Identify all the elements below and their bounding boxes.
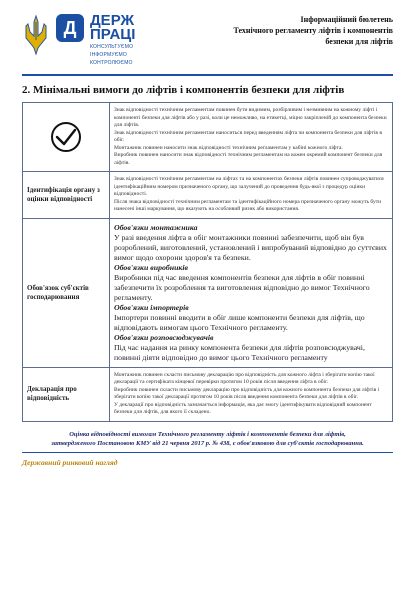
brand-title-line1: ДЕРЖ [90, 12, 135, 29]
obligations-manufacturer-text: Виробники під час введення компонентів безпеки для ліфтів в обіг повинні забезпечити їх розроблення та виготовлення відповідно до вимог Технічного регламенту. [114, 272, 370, 302]
section-title: 2. Мінімальні вимоги до ліфтів і компонентів безпеки для ліфтів [22, 84, 345, 96]
footer-brand: Державний ринковий нагляд [22, 457, 118, 467]
brand-sub-line3: КОНТРОЛЮЄМО [90, 60, 133, 66]
row3-label: Обов'язок суб'єктів господарювання [27, 283, 89, 301]
brand-sub-line1: КОНСУЛЬТУЄМО [90, 44, 134, 50]
footer-rule [22, 452, 393, 453]
conformity-mark-wrap [27, 115, 105, 159]
bulletin-line3: безпеки для ліфтів [325, 37, 393, 46]
row4-text-cell [110, 367, 393, 421]
obligations-distributor-heading: Обов'язки розповсюджувачів [114, 332, 214, 342]
brand-sub-line2: ІНФОРМУЄМО [90, 52, 127, 58]
table-row [23, 103, 393, 172]
row2-label-cell [23, 172, 110, 219]
row2-p2: Після знака відповідності технічним регламентам та ідентифікаційного номера призначеного органу можуть бути нанесені інші маркування, що вказують на особливий ризик або використання. [114, 198, 382, 212]
row3-label-cell [23, 218, 110, 367]
row2-text-cell [110, 172, 393, 219]
conformity-mark-cell [23, 103, 110, 172]
row4-p3: У декларації про відповідність зазначається інформація, яка дає змогу ідентифікувати відповідний компонент безпеки для ліфтів, для якого її складено. [114, 401, 372, 415]
table-row [23, 367, 393, 421]
table-row [23, 172, 393, 219]
obligations-manufacturer-heading: Обов'язки виробників [114, 262, 189, 272]
row1-p4: Виробник повинен наносити знак відповідності технічним регламентам на кожен окремий компонент безпеки для ліфтів. [114, 152, 383, 166]
conformity-mark-icon [44, 115, 88, 159]
obligations-distributor-text: Під час надання на ринку компонента безпеки для ліфтів розповсюджувачі, повинні діяти відповідно до вимог цього Технічного регламенту [114, 342, 365, 362]
row2-label: Ідентифікація органу з оцінки відповідності [27, 185, 100, 203]
footer-note-line1: Оцінка відповідності вимогам Технічного регламенту ліфтів і компонентів безпеки для ліфтів, [69, 430, 346, 438]
logo-box [56, 14, 84, 42]
row1-p3: Монтажник повинен наносити знак відповідності технічним регламентам у кабіні кожного ліфта. [114, 144, 343, 151]
obligations-importer-text: Імпортери повинні вводити в обіг лише компоненти безпеки для ліфтів, що відповідають вимогам цього Технічного регламенту. [114, 312, 365, 332]
header [22, 14, 393, 66]
bulletin-line2: Технічного регламенту ліфтів і компонентів [233, 26, 393, 35]
footer-note-line2: затвердженого Постановою КМУ від 21 червня 2017 р. № 438, є обов'язковою для суб'єктів господарювання. [51, 439, 364, 447]
header-rule [22, 74, 393, 76]
mark-text-cell [110, 103, 393, 172]
bulletin-line1: Інформаційний бюлетень [300, 15, 393, 24]
row1-p2: Знак відповідності технічним регламентам наноситься перед введенням ліфта чи компонента безпеки для ліфтів в обіг. [114, 129, 382, 143]
obligations-installer-text: У разі введення ліфта в обіг монтажники повинні забезпечити, щоб він був розроблений, виготовлений, установлений і випробуваний відповідно до суттєвих вимог щодо охорони здоров'я та безпеки. [114, 232, 387, 262]
brand-title-line2: ПРАЦІ [90, 26, 136, 43]
row2-p1: Знак відповідності технічним регламентам на ліфтах та на компонентах безпеки ліфтів повинен супроводжуватися ідентифікаційним номером призначеного органу, що залучений до проведення будь-якої з процедур оцінки відповідності. [114, 176, 384, 197]
row4-p1: Монтажник повинен скласти письмову декларацію про відповідність для кожного ліфта і зберігати копію такої декларації та сертифіката кінцевої перевірки протягом 10 років після введення ліфта в обіг. [114, 371, 375, 385]
row4-p2: Виробник повинен скласти письмову декларацію про відповідність для кожного компонента безпеки для ліфтів і зберігати копію такої декларації протягом 10 років після введення компонента безпеки для ліфтів в обіг. [114, 386, 380, 400]
brand [22, 14, 135, 66]
row3-text-cell [110, 218, 393, 367]
brand-text [90, 14, 135, 66]
bulletin-title [203, 14, 393, 47]
row4-label: Декларація про відповідність [27, 385, 77, 402]
obligations-importer-heading: Обов'язки імпортерів [114, 302, 189, 312]
table-row [23, 218, 393, 367]
requirements-table [22, 102, 393, 422]
row1-p1: Знак відповідності технічним регламентам повинен бути видимим, розбірливим і незмивним на кожному ліфті і компоненті безпеки для ліфтів або у разі, коли це неможливо, на етикетці, міцно закріпленій до компонента безпеки для ліфтів. [114, 107, 387, 128]
trident-icon [22, 14, 50, 56]
row4-label-cell [23, 367, 110, 421]
logo-letter: Д [63, 18, 77, 38]
footer-note [22, 430, 393, 448]
obligations-installer-heading: Обов'язки монтажника [114, 222, 198, 232]
